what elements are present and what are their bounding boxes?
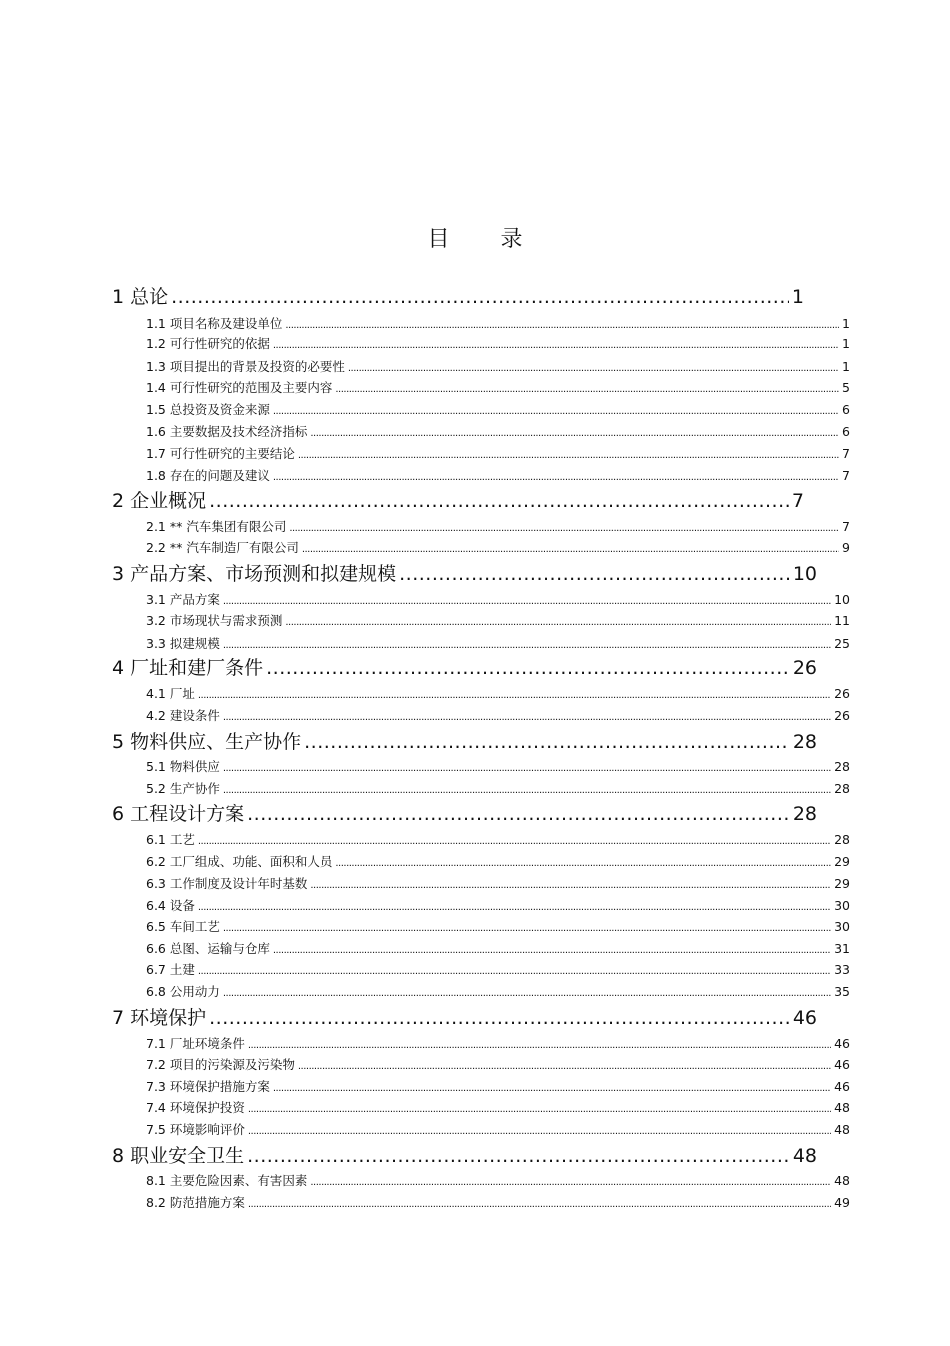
- toc-dot-leader: [298, 444, 839, 466]
- toc-section[interactable]: [146, 757, 850, 777]
- toc-entry-label: 3.1 产品方案: [146, 592, 220, 607]
- toc-section[interactable]: [146, 874, 850, 894]
- toc-page-number: 46: [834, 1057, 850, 1072]
- toc-page-number: 7: [842, 446, 850, 461]
- toc-dot-leader: [266, 655, 790, 681]
- toc-dot-leader: [223, 982, 831, 1004]
- toc-entry-label: 1.5 总投资及资金来源: [146, 402, 270, 417]
- toc-page-number: 6: [842, 424, 850, 439]
- toc-entry-label: 1.2 可行性研究的依据: [146, 336, 270, 351]
- toc-dot-leader: [247, 801, 790, 827]
- toc-entry-label: 4.1 厂址: [146, 686, 195, 701]
- toc-section[interactable]: [146, 852, 850, 872]
- toc-dot-leader: [399, 561, 790, 587]
- toc-chapter[interactable]: [112, 561, 817, 587]
- toc-dot-leader: [273, 466, 839, 488]
- toc-page-number: 29: [834, 876, 850, 891]
- toc-page-number: 1: [842, 336, 850, 351]
- toc-dot-leader: [223, 757, 831, 779]
- toc-page-number: 48: [792, 1145, 817, 1167]
- toc-dot-leader: [285, 314, 839, 336]
- toc-section[interactable]: [146, 982, 850, 1002]
- toc-section[interactable]: [146, 1077, 850, 1097]
- toc-entry-label: 3 产品方案、市场预测和拟建规模: [112, 563, 397, 585]
- toc-page-number: 26: [792, 657, 817, 679]
- toc-page-number: 33: [834, 962, 850, 977]
- toc-page-number: 7: [842, 519, 850, 534]
- toc-page-number: 30: [834, 898, 850, 913]
- toc-chapter[interactable]: [112, 1005, 817, 1031]
- toc-entry-label: 8 职业安全卫生: [112, 1145, 245, 1167]
- toc-dot-leader: [198, 896, 831, 918]
- toc-section[interactable]: [146, 1098, 850, 1118]
- toc-page-number: 35: [834, 984, 850, 999]
- toc-entry-label: 4 厂址和建厂条件: [112, 657, 264, 679]
- toc-page-number: 5: [842, 380, 850, 395]
- toc-section[interactable]: [146, 444, 850, 464]
- toc-dot-leader: [248, 1098, 831, 1120]
- toc-section[interactable]: [146, 706, 850, 726]
- toc-page-number: 11: [834, 613, 850, 628]
- toc-section[interactable]: [146, 1034, 850, 1054]
- toc-entry-label: 7.4 环境保护投资: [146, 1100, 245, 1115]
- toc-title: 目 录: [427, 227, 545, 252]
- toc-entry-label: 5.2 生产协作: [146, 781, 220, 796]
- toc-section[interactable]: [146, 538, 850, 558]
- toc-entry-label: 5 物料供应、生产协作: [112, 731, 302, 753]
- toc-entry-label: 4.2 建设条件: [146, 708, 220, 723]
- toc-dot-leader: [289, 517, 839, 539]
- toc-dot-leader: [223, 779, 831, 801]
- toc-dot-leader: [302, 538, 839, 560]
- toc-page-number: 1: [791, 286, 804, 308]
- toc-page-number: 1: [842, 359, 850, 374]
- toc-entry-label: 1.1 项目名称及建设单位: [146, 316, 283, 331]
- toc-dot-leader: [198, 960, 831, 982]
- toc-page-number: 49: [834, 1195, 850, 1210]
- toc-entry-label: 8.2 防范措施方案: [146, 1195, 245, 1210]
- toc-entry-label: 6.8 公用动力: [146, 984, 220, 999]
- toc-section[interactable]: [146, 830, 850, 850]
- toc-dot-leader: [248, 1193, 831, 1215]
- toc-entry-label: 7.5 环境影响评价: [146, 1122, 245, 1137]
- toc-entry-label: 1.8 存在的问题及建议: [146, 468, 270, 483]
- toc-dot-leader: [273, 400, 839, 422]
- toc-section[interactable]: [146, 684, 850, 704]
- toc-page-number: 25: [834, 636, 850, 651]
- toc-section[interactable]: [146, 357, 850, 377]
- toc-section[interactable]: [146, 314, 850, 334]
- toc-page-number: 28: [792, 803, 817, 825]
- toc-entry-label: 3.2 市场现状与需求预测: [146, 613, 283, 628]
- toc-entry-label: 7.2 项目的污染源及污染物: [146, 1057, 295, 1072]
- toc-page-number: 28: [834, 781, 850, 796]
- toc-entry-label: 5.1 物料供应: [146, 759, 220, 774]
- toc-dot-leader: [285, 611, 831, 633]
- toc-section[interactable]: [146, 1120, 850, 1140]
- toc-dot-leader: [310, 1171, 831, 1193]
- toc-entry-label: 7.3 环境保护措施方案: [146, 1079, 270, 1094]
- toc-page-number: 7: [791, 490, 804, 512]
- toc-dot-leader: [273, 939, 831, 961]
- toc-entry-label: 7.1 厂址环境条件: [146, 1036, 245, 1051]
- toc-dot-leader: [209, 488, 789, 514]
- toc-page-number: 6: [842, 402, 850, 417]
- toc-entry-label: 2.1 ** 汽车集团有限公司: [146, 519, 287, 534]
- toc-page-number: 1: [842, 316, 850, 331]
- toc-page-number: 10: [834, 592, 850, 607]
- toc-dot-leader: [247, 1143, 790, 1169]
- toc-section[interactable]: [146, 517, 850, 537]
- toc-dot-leader: [198, 830, 831, 852]
- toc-dot-leader: [335, 852, 831, 874]
- toc-entry-label: 8.1 主要危险因素、有害因素: [146, 1173, 308, 1188]
- toc-chapter[interactable]: [112, 655, 817, 681]
- toc-chapter[interactable]: [112, 1143, 817, 1169]
- toc-dot-leader: [310, 874, 831, 896]
- toc-page-number: 7: [842, 468, 850, 483]
- toc-entry-label: 3.3 拟建规模: [146, 636, 220, 651]
- toc-section[interactable]: [146, 378, 850, 398]
- toc-page-number: 31: [834, 941, 850, 956]
- toc-section[interactable]: [146, 466, 850, 486]
- toc-page-number: 26: [834, 708, 850, 723]
- toc-dot-leader: [335, 378, 839, 400]
- toc-section[interactable]: [146, 1055, 850, 1075]
- toc-section[interactable]: [146, 334, 850, 354]
- toc-page-number: 46: [834, 1036, 850, 1051]
- toc-page-number: 28: [834, 759, 850, 774]
- toc-section[interactable]: [146, 896, 850, 916]
- toc-section[interactable]: [146, 611, 850, 631]
- toc-dot-leader: [223, 706, 831, 728]
- toc-entry-label: 2 企业概况: [112, 490, 207, 512]
- toc-entry-label: 1.6 主要数据及技术经济指标: [146, 424, 308, 439]
- toc-dot-leader: [209, 1005, 790, 1031]
- toc-section[interactable]: [146, 590, 850, 610]
- toc-entry-label: 1.4 可行性研究的范围及主要内容: [146, 380, 333, 395]
- toc-dot-leader: [304, 729, 790, 755]
- toc-page-number: 28: [834, 832, 850, 847]
- toc-page-number: 46: [834, 1079, 850, 1094]
- toc-page-number: 48: [834, 1173, 850, 1188]
- toc-entry-label: 7 环境保护: [112, 1007, 207, 1029]
- toc-chapter[interactable]: [112, 284, 804, 310]
- toc-dot-leader: [348, 357, 839, 379]
- toc-page-number: 28: [792, 731, 817, 753]
- toc-entry-label: 1 总论: [112, 286, 169, 308]
- toc-entry-label: 6.5 车间工艺: [146, 919, 220, 934]
- toc-page-number: 10: [792, 563, 817, 585]
- toc-chapter[interactable]: [112, 488, 804, 514]
- toc-entry-label: 2.2 ** 汽车制造厂有限公司: [146, 540, 299, 555]
- toc-dot-leader: [248, 1120, 831, 1142]
- toc-entry-label: 1.3 项目提出的背景及投资的必要性: [146, 359, 345, 374]
- toc-entry-label: 6 工程设计方案: [112, 803, 245, 825]
- toc-section[interactable]: [146, 1171, 850, 1191]
- toc-dot-leader: [248, 1034, 831, 1056]
- toc-section[interactable]: [146, 960, 850, 980]
- toc-section[interactable]: [146, 400, 850, 420]
- toc-section[interactable]: [146, 634, 850, 654]
- toc-page-number: 29: [834, 854, 850, 869]
- toc-page-number: 46: [792, 1007, 817, 1029]
- toc-entry-label: 6.2 工厂组成、功能、面积和人员: [146, 854, 333, 869]
- toc-section[interactable]: [146, 917, 850, 937]
- toc-dot-leader: [223, 590, 831, 612]
- toc-entry-label: 6.7 土建: [146, 962, 195, 977]
- toc-page-number: 48: [834, 1122, 850, 1137]
- toc-entry-label: 6.3 工作制度及设计年时基数: [146, 876, 308, 891]
- toc-page-number: 30: [834, 919, 850, 934]
- toc-section[interactable]: [146, 939, 850, 959]
- toc-chapter[interactable]: [112, 801, 817, 827]
- toc-section[interactable]: [146, 422, 850, 442]
- toc-page-number: 48: [834, 1100, 850, 1115]
- toc-chapter[interactable]: [112, 729, 817, 755]
- toc-section[interactable]: [146, 779, 850, 799]
- toc-entry-label: 6.4 设备: [146, 898, 195, 913]
- toc-page-number: 9: [842, 540, 850, 555]
- toc-dot-leader: [171, 284, 789, 310]
- toc-entry-label: 6.6 总图、运输与仓库: [146, 941, 270, 956]
- toc-dot-leader: [310, 422, 839, 444]
- toc-dot-leader: [273, 334, 839, 356]
- toc-entry-label: 6.1 工艺: [146, 832, 195, 847]
- toc-dot-leader: [273, 1077, 831, 1099]
- toc-dot-leader: [223, 634, 831, 656]
- toc-page-number: 26: [834, 686, 850, 701]
- toc-dot-leader: [198, 684, 831, 706]
- toc-dot-leader: [298, 1055, 831, 1077]
- toc-section[interactable]: [146, 1193, 850, 1213]
- toc-dot-leader: [223, 917, 831, 939]
- toc-entry-label: 1.7 可行性研究的主要结论: [146, 446, 295, 461]
